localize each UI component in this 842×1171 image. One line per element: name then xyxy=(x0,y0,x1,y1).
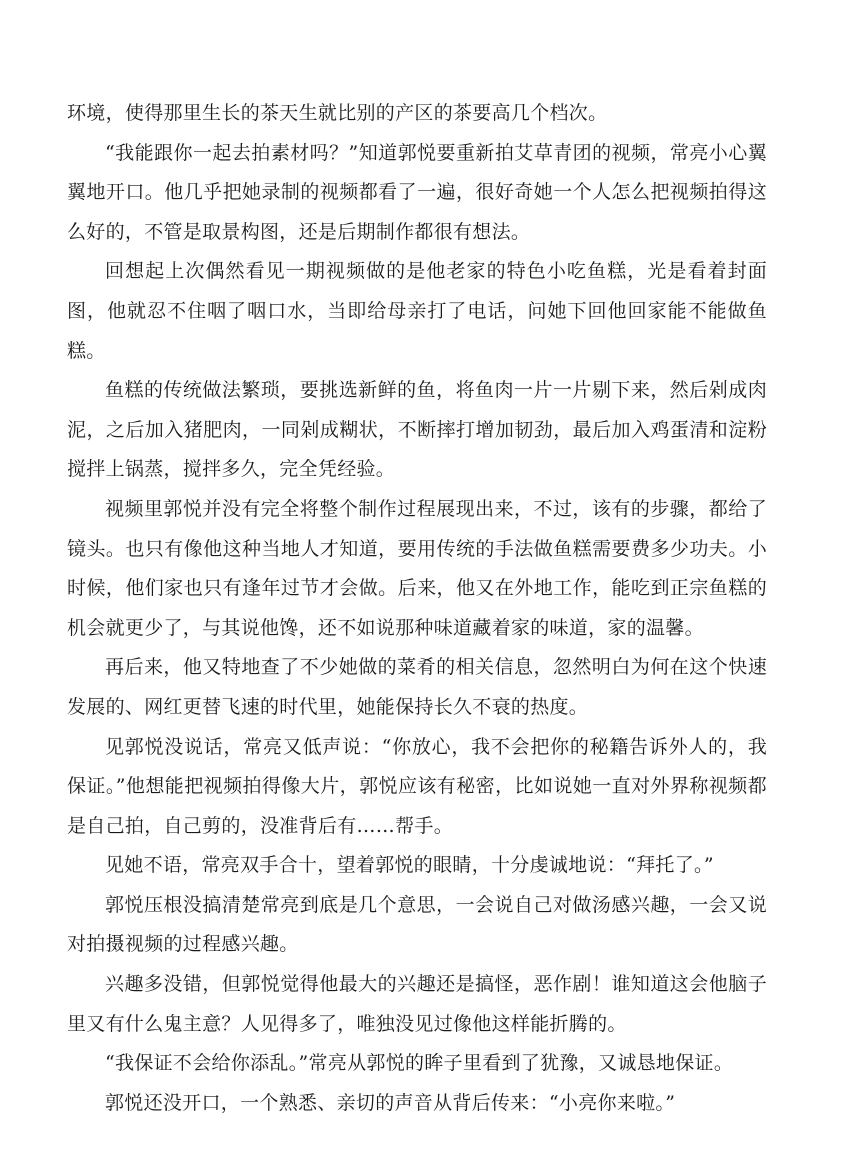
paragraph-11: “我保证不会给你添乱。”常亮从郭悦的眸子里看到了犹豫，又诚恳地保证。 xyxy=(105,1052,734,1075)
paragraph-7: 见郭悦没说话，常亮又低声说：“你放心，我不会把你的秘籍告诉外人的，我保证。”他想能把视频拍得像大片，郭悦应该有秘密，比如说她一直对外界称视频都是自己拍，自己剪的，没准背后有……帮手。 xyxy=(67,735,767,837)
paragraph-2: “我能跟你一起去拍素材吗？”知道郭悦要重新拍艾草青团的视频，常亮小心翼翼地开口。他几乎把她录制的视频都看了一遍，很好奇她一个人怎么把视频拍得这么好的，不管是取景构图，还是后期制作都很有想法。 xyxy=(67,141,767,243)
body-text xyxy=(67,94,767,1123)
paragraph-4: 鱼糕的传统做法繁琐，要挑选新鲜的鱼，将鱼肉一片一片剔下来，然后剁成肉泥，之后加入猪肥肉，一同剁成糊状，不断摔打增加韧劲，最后加入鸡蛋清和淀粉搅拌上锅蒸，搅拌多久，完全凭经验。 xyxy=(67,379,767,481)
paragraph-3: 回想起上次偶然看见一期视频做的是他老家的特色小吃鱼糕，光是看着封面图，他就忍不住咽了咽口水，当即给母亲打了电话，问她下回他回家能不能做鱼糕。 xyxy=(67,260,767,362)
paragraph-6: 再后来，他又特地查了不少她做的菜肴的相关信息，忽然明白为何在这个快速发展的、网红更替飞速的时代里，她能保持长久不衰的热度。 xyxy=(67,656,767,718)
paragraph-1: 环境，使得那里生长的茶天生就比别的产区的茶要高几个档次。 xyxy=(67,102,608,124)
paragraph-9: 郭悦压根没搞清楚常亮到底是几个意思，一会说自己对做汤感兴趣，一会又说对拍摄视频的过程感兴趣。 xyxy=(67,893,767,956)
paragraph-8: 见她不语，常亮双手合十，望着郭悦的眼睛，十分虔诚地说：“拜托了。” xyxy=(105,854,714,877)
paragraph-10: 兴趣多没错，但郭悦觉得他最大的兴趣还是搞怪，恶作剧！谁知道这会他脑子里又有什么鬼主意？人见得多了，唯独没见过像他这样能折腾的。 xyxy=(67,973,767,1035)
paragraph-12: 郭悦还没开口，一个熟悉、亲切的声音从背后传来：“小亮你来啦。” xyxy=(105,1091,676,1114)
paragraph-5: 视频里郭悦并没有完全将整个制作过程展现出来，不过，该有的步骤，都给了镜头。也只有像他这种当地人才知道，要用传统的手法做鱼糕需要费多少功夫。小时候，他们家也只有逢年过节才会做。后来，他又在外地工作，能吃到正宗鱼糕的机会就更少了，与其说他馋，还不如说那种味道藏着家的味道，家的温馨。 xyxy=(67,497,767,639)
